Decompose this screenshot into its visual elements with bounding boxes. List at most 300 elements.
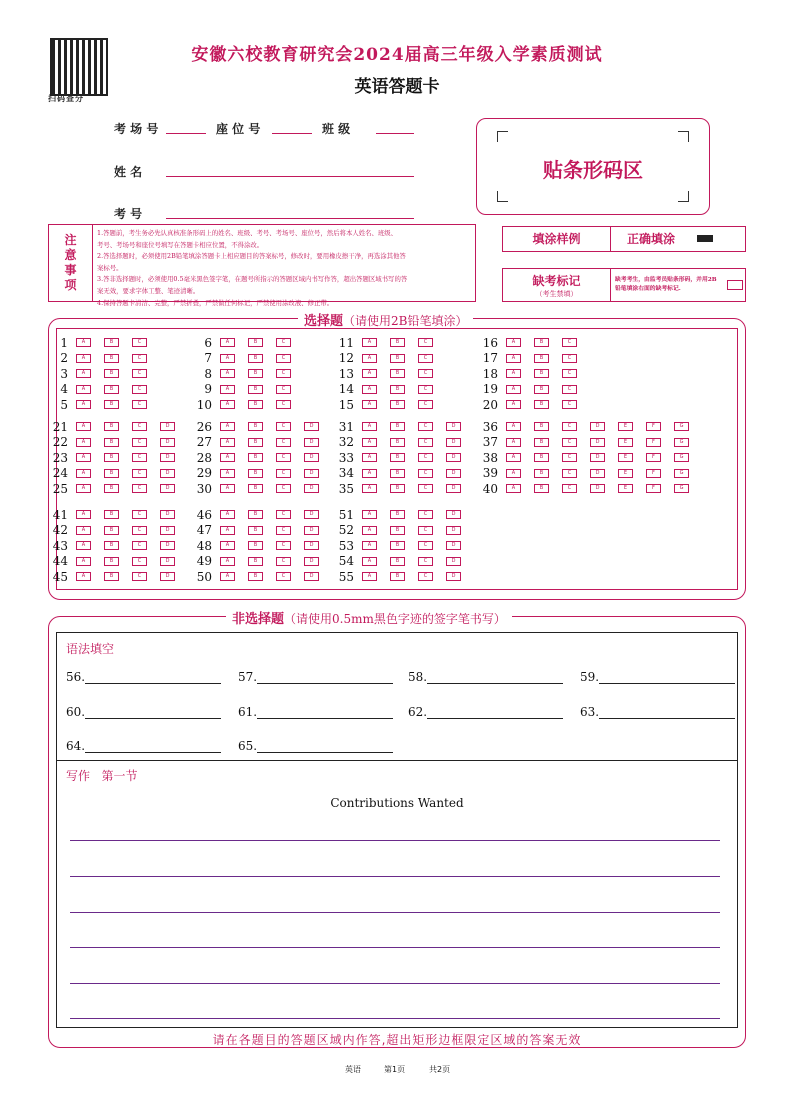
option-bubble[interactable]: F	[646, 453, 661, 462]
option-bubble[interactable]: C	[276, 438, 291, 447]
option-bubble[interactable]: B	[104, 354, 119, 363]
option-bubble[interactable]: B	[534, 338, 549, 347]
option-bubble[interactable]: A	[506, 385, 521, 394]
option-bubble[interactable]: D	[160, 572, 175, 581]
option-bubble[interactable]: C	[276, 572, 291, 581]
option-bubble[interactable]: A	[76, 541, 91, 550]
option-bubble[interactable]: E	[618, 422, 633, 431]
question-row	[480, 352, 590, 365]
option-bubble[interactable]: B	[248, 338, 263, 347]
option-bubble[interactable]: C	[418, 510, 433, 519]
question-row	[336, 420, 474, 433]
option-bubble[interactable]: A	[506, 354, 521, 363]
option-bubble[interactable]: D	[160, 557, 175, 566]
option-bubble[interactable]: A	[76, 354, 91, 363]
option-bubble[interactable]: B	[534, 400, 549, 409]
option-bubble[interactable]: B	[104, 510, 119, 519]
option-bubble[interactable]: D	[304, 453, 319, 462]
question-number: 52	[338, 523, 354, 537]
blank-60[interactable]: 60.	[66, 705, 221, 719]
option-bubble[interactable]: B	[534, 354, 549, 363]
choice-section-title: 选择题（请使用2B铅笔填涂）	[298, 310, 473, 329]
option-bubble[interactable]: C	[562, 453, 577, 462]
writing-line[interactable]	[70, 912, 720, 913]
question-number: 26	[196, 419, 212, 434]
blank-62[interactable]: 62.	[408, 705, 563, 719]
question-row	[336, 352, 446, 365]
writing-line[interactable]	[70, 947, 720, 948]
option-bubble[interactable]: B	[104, 422, 119, 431]
option-bubble[interactable]: C	[276, 484, 291, 493]
question-row	[194, 352, 304, 365]
option-bubble[interactable]: C	[418, 453, 433, 462]
option-bubble[interactable]: C	[276, 369, 291, 378]
option-bubble[interactable]: C	[562, 400, 577, 409]
option-bubble[interactable]: A	[76, 338, 91, 347]
option-bubble[interactable]: B	[248, 484, 263, 493]
option-bubble[interactable]: A	[220, 572, 235, 581]
option-bubble[interactable]: A	[506, 453, 521, 462]
option-bubble[interactable]: D	[304, 557, 319, 566]
option-bubble[interactable]: D	[446, 572, 461, 581]
option-bubble[interactable]: C	[418, 422, 433, 431]
option-bubble[interactable]: D	[160, 541, 175, 550]
blank-58[interactable]: 58.	[408, 670, 563, 684]
option-bubble[interactable]: B	[248, 572, 263, 581]
option-bubble[interactable]: A	[362, 541, 377, 550]
option-bubble[interactable]: E	[618, 484, 633, 493]
option-bubble[interactable]: D	[304, 484, 319, 493]
option-bubble[interactable]: A	[220, 526, 235, 535]
option-bubble[interactable]: D	[304, 572, 319, 581]
option-bubble[interactable]: C	[562, 484, 577, 493]
option-bubble[interactable]: C	[418, 385, 433, 394]
option-bubble[interactable]: B	[248, 510, 263, 519]
option-bubble[interactable]: B	[248, 385, 263, 394]
option-bubble[interactable]: C	[418, 400, 433, 409]
option-bubble[interactable]: D	[446, 469, 461, 478]
option-bubble[interactable]: B	[534, 469, 549, 478]
qr-caption: 扫码查分	[48, 93, 84, 103]
blank-65[interactable]: 65.	[238, 739, 393, 753]
option-bubble[interactable]: C	[562, 422, 577, 431]
option-bubble[interactable]: D	[160, 422, 175, 431]
option-bubble[interactable]: A	[220, 453, 235, 462]
option-bubble[interactable]: B	[248, 422, 263, 431]
question-number: 4	[60, 382, 68, 396]
notice-heading: 注 意 事 项	[49, 225, 93, 301]
question-number: 54	[338, 554, 354, 568]
option-bubble[interactable]: A	[76, 484, 91, 493]
option-bubble[interactable]: C	[562, 369, 577, 378]
question-row	[336, 367, 446, 380]
option-bubble[interactable]: D	[304, 438, 319, 447]
option-bubble[interactable]: B	[104, 338, 119, 347]
question-row	[194, 467, 332, 480]
option-bubble[interactable]: A	[362, 572, 377, 581]
option-bubble[interactable]: C	[276, 526, 291, 535]
option-bubble[interactable]: B	[390, 385, 405, 394]
option-bubble[interactable]: B	[248, 400, 263, 409]
option-bubble[interactable]: A	[506, 422, 521, 431]
option-bubble[interactable]: B	[104, 541, 119, 550]
option-bubble[interactable]: D	[304, 541, 319, 550]
option-bubble[interactable]: D	[446, 541, 461, 550]
option-bubble[interactable]: D	[446, 438, 461, 447]
option-bubble[interactable]: C	[132, 369, 147, 378]
option-bubble[interactable]: A	[220, 438, 235, 447]
question-row	[480, 482, 702, 495]
option-bubble[interactable]: A	[362, 469, 377, 478]
option-bubble[interactable]: B	[248, 438, 263, 447]
option-bubble[interactable]: D	[160, 453, 175, 462]
seat-field[interactable]	[272, 120, 312, 134]
option-bubble[interactable]: A	[76, 526, 91, 535]
option-bubble[interactable]: A	[362, 400, 377, 409]
option-bubble[interactable]: B	[104, 484, 119, 493]
option-bubble[interactable]: B	[390, 557, 405, 566]
option-bubble[interactable]: C	[276, 385, 291, 394]
option-bubble[interactable]: C	[418, 484, 433, 493]
option-bubble[interactable]: B	[104, 400, 119, 409]
question-number: 8	[204, 366, 212, 381]
question-row	[480, 398, 590, 411]
option-bubble[interactable]: D	[160, 469, 175, 478]
option-bubble[interactable]: B	[248, 469, 263, 478]
question-number: 21	[52, 419, 68, 434]
question-number: 25	[52, 481, 68, 496]
option-bubble[interactable]: D	[446, 526, 461, 535]
option-bubble[interactable]: C	[276, 400, 291, 409]
option-bubble[interactable]: C	[562, 354, 577, 363]
option-bubble[interactable]: F	[646, 469, 661, 478]
question-number: 48	[196, 538, 212, 553]
question-number: 5	[60, 397, 68, 412]
footer-note: 请在各题目的答题区域内作答,超出矩形边框限定区域的答案无效	[212, 1033, 582, 1047]
option-bubble[interactable]: D	[446, 510, 461, 519]
option-bubble[interactable]: B	[390, 422, 405, 431]
option-bubble[interactable]: A	[506, 484, 521, 493]
option-bubble[interactable]: D	[590, 453, 605, 462]
option-bubble[interactable]: E	[618, 438, 633, 447]
option-bubble[interactable]: B	[534, 385, 549, 394]
question-row	[194, 508, 332, 521]
option-bubble[interactable]: B	[104, 369, 119, 378]
blank-59[interactable]: 59.	[580, 670, 735, 684]
option-bubble[interactable]: B	[104, 438, 119, 447]
question-number: 17	[482, 351, 498, 365]
option-bubble[interactable]: C	[132, 453, 147, 462]
option-bubble[interactable]: D	[446, 484, 461, 493]
option-bubble[interactable]: C	[418, 354, 433, 363]
exam-no-field[interactable]	[166, 205, 414, 219]
option-bubble[interactable]: A	[362, 354, 377, 363]
writing-line[interactable]	[70, 876, 720, 877]
option-bubble[interactable]: B	[390, 572, 405, 581]
question-number: 31	[338, 419, 354, 434]
option-bubble[interactable]: B	[390, 484, 405, 493]
absent-checkbox[interactable]	[727, 280, 743, 290]
option-bubble[interactable]: F	[646, 484, 661, 493]
fill-sample-box	[502, 226, 746, 252]
option-bubble[interactable]: F	[646, 438, 661, 447]
option-bubble[interactable]: A	[506, 338, 521, 347]
option-bubble[interactable]: C	[132, 510, 147, 519]
option-bubble[interactable]: C	[276, 510, 291, 519]
option-bubble[interactable]: C	[132, 354, 147, 363]
option-bubble[interactable]: C	[132, 572, 147, 581]
option-bubble[interactable]: C	[276, 354, 291, 363]
option-bubble[interactable]: A	[220, 422, 235, 431]
option-bubble[interactable]: B	[104, 526, 119, 535]
option-bubble[interactable]: B	[390, 400, 405, 409]
option-bubble[interactable]: E	[618, 453, 633, 462]
writing-line[interactable]	[70, 983, 720, 984]
option-bubble[interactable]: A	[220, 469, 235, 478]
option-bubble[interactable]: D	[446, 453, 461, 462]
question-row	[336, 398, 446, 411]
blank-64[interactable]: 64.	[66, 739, 221, 753]
option-bubble[interactable]: A	[76, 385, 91, 394]
question-row	[336, 539, 474, 552]
option-bubble[interactable]: A	[362, 422, 377, 431]
option-bubble[interactable]: C	[562, 338, 577, 347]
option-bubble[interactable]: B	[534, 369, 549, 378]
option-bubble[interactable]: D	[446, 557, 461, 566]
option-bubble[interactable]: A	[76, 510, 91, 519]
question-row	[50, 398, 160, 411]
option-bubble[interactable]: C	[418, 557, 433, 566]
option-bubble[interactable]: C	[132, 338, 147, 347]
option-bubble[interactable]: A	[362, 557, 377, 566]
blank-61[interactable]: 61.	[238, 705, 393, 719]
option-bubble[interactable]: A	[220, 385, 235, 394]
question-number: 35	[338, 481, 354, 496]
option-bubble[interactable]: B	[248, 354, 263, 363]
option-bubble[interactable]: B	[248, 369, 263, 378]
option-bubble[interactable]: A	[362, 369, 377, 378]
option-bubble[interactable]: D	[304, 526, 319, 535]
option-bubble[interactable]: G	[674, 422, 689, 431]
option-bubble[interactable]: G	[674, 484, 689, 493]
option-bubble[interactable]: B	[104, 572, 119, 581]
option-bubble[interactable]: D	[160, 526, 175, 535]
question-number: 40	[482, 481, 498, 496]
option-bubble[interactable]: C	[132, 400, 147, 409]
writing-line[interactable]	[70, 1018, 720, 1019]
option-bubble[interactable]: A	[506, 469, 521, 478]
option-bubble[interactable]: A	[76, 572, 91, 581]
question-row	[194, 451, 332, 464]
option-bubble[interactable]: A	[76, 422, 91, 431]
option-bubble[interactable]: C	[132, 422, 147, 431]
option-bubble[interactable]: A	[76, 557, 91, 566]
question-row	[336, 482, 474, 495]
option-bubble[interactable]: A	[362, 338, 377, 347]
exam-title: 安徽六校教育研究会2024届高三年级入学素质测试	[191, 45, 603, 65]
option-bubble[interactable]: C	[562, 438, 577, 447]
option-bubble[interactable]: C	[276, 453, 291, 462]
option-bubble[interactable]: B	[534, 453, 549, 462]
question-row	[480, 420, 702, 433]
option-bubble[interactable]: A	[362, 385, 377, 394]
option-bubble[interactable]: D	[590, 438, 605, 447]
question-row	[336, 570, 474, 583]
option-bubble[interactable]: C	[418, 541, 433, 550]
option-bubble[interactable]: D	[590, 422, 605, 431]
question-number: 9	[204, 382, 212, 396]
option-bubble[interactable]: C	[276, 557, 291, 566]
question-row	[480, 383, 590, 396]
option-bubble[interactable]: D	[304, 510, 319, 519]
question-row	[194, 436, 332, 449]
option-bubble[interactable]: C	[276, 469, 291, 478]
question-row	[480, 367, 590, 380]
option-bubble[interactable]: G	[674, 438, 689, 447]
option-bubble[interactable]: A	[362, 453, 377, 462]
grammar-label: 语法填空	[66, 642, 115, 656]
option-bubble[interactable]: A	[506, 400, 521, 409]
nonchoice-inner-frame	[56, 632, 738, 1028]
question-number: 7	[204, 351, 212, 365]
option-bubble[interactable]: B	[248, 526, 263, 535]
option-bubble[interactable]: B	[390, 338, 405, 347]
question-number: 50	[196, 569, 212, 584]
question-number: 44	[52, 554, 68, 568]
exam-no-label: 考 号	[114, 207, 143, 221]
option-bubble[interactable]: A	[220, 557, 235, 566]
option-bubble[interactable]: D	[160, 438, 175, 447]
exam-room-field[interactable]	[166, 120, 206, 134]
option-bubble[interactable]: B	[390, 438, 405, 447]
option-bubble[interactable]: A	[76, 438, 91, 447]
writing-line[interactable]	[70, 840, 720, 841]
option-bubble[interactable]: D	[160, 510, 175, 519]
option-bubble[interactable]: B	[390, 369, 405, 378]
class-field[interactable]	[376, 120, 414, 134]
blank-56[interactable]: 56.	[66, 670, 221, 684]
option-bubble[interactable]: A	[362, 484, 377, 493]
question-row	[50, 539, 188, 552]
blank-63[interactable]: 63.	[580, 705, 735, 719]
option-bubble[interactable]: B	[104, 385, 119, 394]
question-row	[336, 336, 446, 349]
option-bubble[interactable]: A	[76, 369, 91, 378]
option-bubble[interactable]: A	[362, 526, 377, 535]
exam-room-label: 考 场 号	[114, 122, 159, 136]
option-bubble[interactable]: D	[304, 422, 319, 431]
option-bubble[interactable]: B	[390, 541, 405, 550]
question-number: 28	[196, 450, 212, 465]
option-bubble[interactable]: A	[362, 510, 377, 519]
option-bubble[interactable]: D	[304, 469, 319, 478]
option-bubble[interactable]: C	[132, 526, 147, 535]
option-bubble[interactable]: B	[390, 526, 405, 535]
option-bubble[interactable]: C	[132, 385, 147, 394]
option-bubble[interactable]: D	[160, 484, 175, 493]
option-bubble[interactable]: B	[390, 510, 405, 519]
option-bubble[interactable]: A	[506, 438, 521, 447]
option-bubble[interactable]: B	[104, 469, 119, 478]
option-bubble[interactable]: B	[104, 557, 119, 566]
option-bubble[interactable]: B	[390, 453, 405, 462]
question-number: 22	[52, 435, 68, 449]
option-bubble[interactable]: C	[418, 438, 433, 447]
option-bubble[interactable]: A	[362, 438, 377, 447]
question-row	[50, 467, 188, 480]
option-bubble[interactable]: C	[418, 338, 433, 347]
option-bubble[interactable]: B	[390, 354, 405, 363]
option-bubble[interactable]: B	[534, 422, 549, 431]
option-bubble[interactable]: D	[590, 469, 605, 478]
option-bubble[interactable]: A	[220, 541, 235, 550]
option-bubble[interactable]: A	[220, 400, 235, 409]
option-bubble[interactable]: B	[390, 469, 405, 478]
question-row	[336, 436, 474, 449]
option-bubble[interactable]: C	[418, 469, 433, 478]
option-bubble[interactable]: C	[418, 572, 433, 581]
option-bubble[interactable]: C	[132, 469, 147, 478]
option-bubble[interactable]: B	[104, 453, 119, 462]
question-number: 29	[196, 466, 212, 480]
question-number: 11	[338, 335, 354, 350]
option-bubble[interactable]: F	[646, 422, 661, 431]
question-row	[50, 336, 160, 349]
option-bubble[interactable]: A	[220, 354, 235, 363]
option-bubble[interactable]: A	[220, 510, 235, 519]
question-row	[336, 524, 474, 537]
option-bubble[interactable]: A	[220, 369, 235, 378]
option-bubble[interactable]: C	[276, 338, 291, 347]
option-bubble[interactable]: A	[220, 484, 235, 493]
option-bubble[interactable]: B	[534, 438, 549, 447]
question-row	[194, 570, 332, 583]
question-number: 20	[482, 397, 498, 412]
option-bubble[interactable]: C	[276, 422, 291, 431]
question-row	[194, 524, 332, 537]
option-bubble[interactable]: C	[132, 484, 147, 493]
option-bubble[interactable]: C	[562, 385, 577, 394]
name-field[interactable]	[166, 163, 414, 177]
option-bubble[interactable]: B	[248, 541, 263, 550]
option-bubble[interactable]: G	[674, 469, 689, 478]
option-bubble[interactable]: D	[446, 422, 461, 431]
question-row	[194, 367, 304, 380]
option-bubble[interactable]: B	[534, 484, 549, 493]
option-bubble[interactable]: A	[220, 338, 235, 347]
question-row	[50, 555, 188, 568]
option-bubble[interactable]: C	[132, 541, 147, 550]
blank-57[interactable]: 57.	[238, 670, 393, 684]
writing-divider	[56, 760, 738, 761]
option-bubble[interactable]: A	[506, 369, 521, 378]
option-bubble[interactable]: A	[76, 469, 91, 478]
option-bubble[interactable]: C	[276, 541, 291, 550]
option-bubble[interactable]: B	[248, 453, 263, 462]
option-bubble[interactable]: B	[248, 557, 263, 566]
option-bubble[interactable]: D	[590, 484, 605, 493]
option-bubble[interactable]: C	[132, 438, 147, 447]
option-bubble[interactable]: C	[418, 369, 433, 378]
option-bubble[interactable]: G	[674, 453, 689, 462]
option-bubble[interactable]: C	[418, 526, 433, 535]
option-bubble[interactable]: C	[562, 469, 577, 478]
option-bubble[interactable]: E	[618, 469, 633, 478]
option-bubble[interactable]: A	[76, 453, 91, 462]
question-row	[480, 336, 590, 349]
option-bubble[interactable]: C	[132, 557, 147, 566]
option-bubble[interactable]: A	[76, 400, 91, 409]
